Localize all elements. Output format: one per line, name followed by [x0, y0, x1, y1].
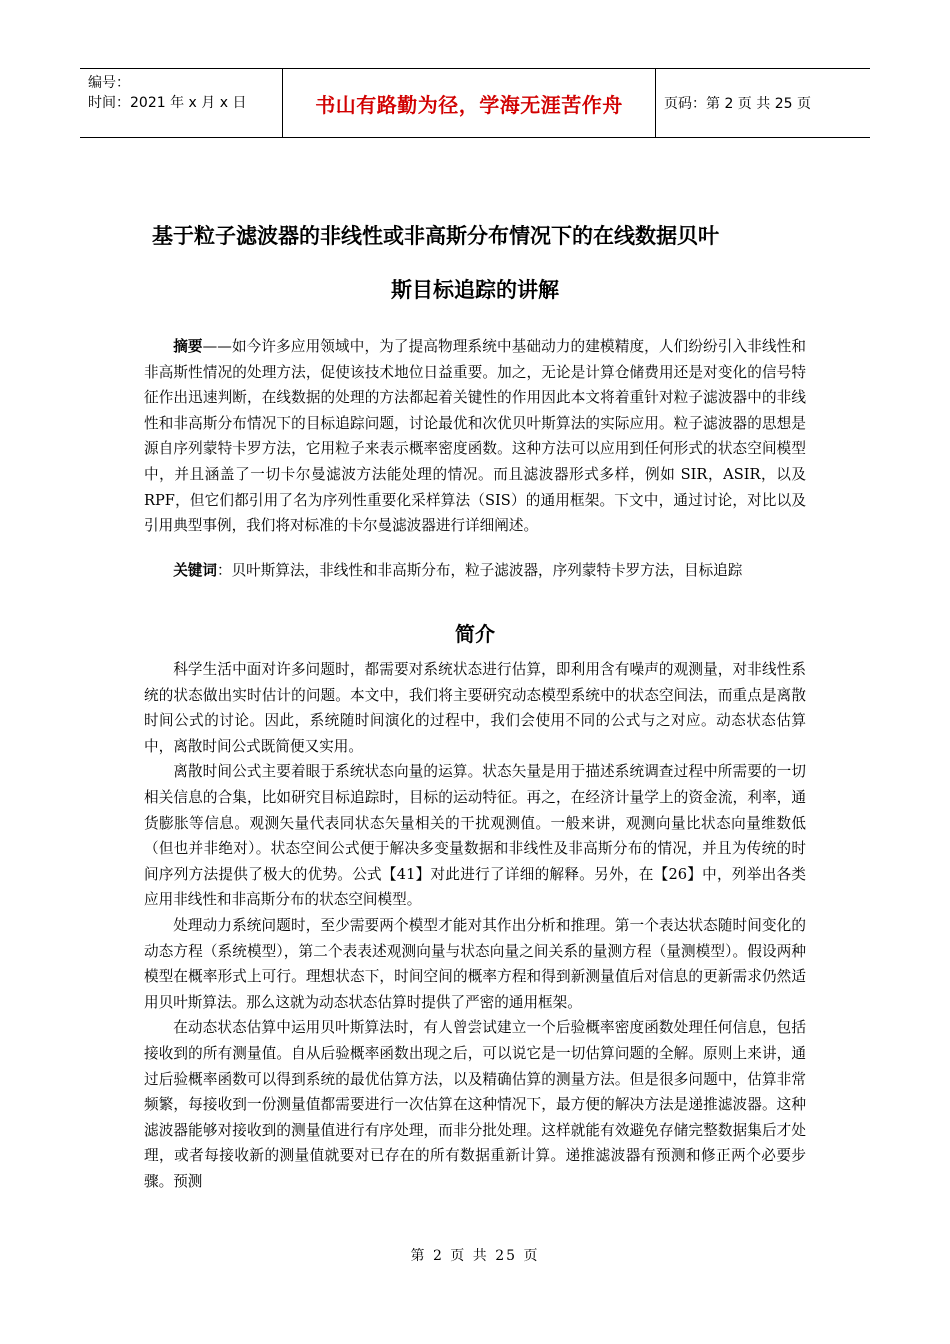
keywords-section — [144, 558, 806, 584]
abstract-label: 摘要 — [173, 338, 203, 355]
header-motto: 书山有路勤为径，学海无涯苦作舟 — [282, 69, 656, 137]
intro-paragraph-4: 在动态状态估算中运用贝叶斯算法时，有人曾尝试建立一个后验概率密度函数处理任何信息，包括接收到的所有测量值。自从后验概率函数出现之后，可以说它是一切估算问题的全解。原则上来讲，通过后验概率函数可以得到系统的最优估算方法，以及精确估算的测量方法。但是很多问题中，估算非常频繁，每接收到一份测量值都需要进行一次估算在这种情况下，最方便的解决方法是递推滤波器。这种滤波器能够对接收到的测量值进行有序处理，而非分批处理。这样就能有效避免存储完整数据集后才处理，或者每接收新的测量值就要对已存在的所有数据重新计算。递推滤波器有预测和修正两个必要步骤。预测 — [144, 1019, 806, 1190]
document-date-label: 时间：2021 年 x 月 x 日 — [88, 95, 247, 111]
intro-paragraph-1: 科学生活中面对许多问题时，都需要对系统状态进行估算，即利用含有噪声的观测量，对非线性系统的状态做出实时估计的问题。本文中，我们将主要研究动态模型系统中的状态空间法，而重点是离散时间公式的讨论。因此，系统随时间演化的过程中，我们会使用不同的公式与之对应。动态状态估算中，离散时间公式既简便又实用。 — [144, 661, 806, 755]
header-table — [80, 68, 870, 138]
intro-section — [144, 657, 806, 1194]
abstract-paragraph — [144, 334, 806, 539]
page-footer: 第 2 页 共 25 页 — [410, 1248, 540, 1264]
title-line-1: 基于粒子滤波器的非线性或非高斯分布情况下的在线数据贝叶 — [152, 224, 719, 248]
intro-heading: 简介 — [455, 622, 495, 646]
document-title — [140, 216, 810, 310]
title-line-2: 斯目标追踪的讲解 — [391, 278, 559, 302]
header-page-info: 页码：第 2 页 共 25 页 — [664, 96, 811, 112]
document-number-label: 编号： — [88, 75, 130, 91]
keywords-text: ：贝叶斯算法，非线性和非高斯分布，粒子滤波器，序列蒙特卡罗方法，目标追踪 — [216, 562, 743, 579]
header-meta-cell — [80, 69, 282, 137]
keywords-label: 关键词 — [173, 562, 217, 579]
abstract-text: ——如今许多应用领域中，为了提高物理系统中基础动力的建模精度，人们纷纷引入非线性和非高斯性情况的处理方法，促使该技术地位日益重要。加之，无论是计算仓储费用还是对变化的信号特征作出迅速判断，在线数据的处理的方法都起着关键性的作用因此本文将着重针对粒子滤波器中的非线性和非高斯分布情况下的目标追踪问题，讨论最优和次优贝叶斯算法的实际应用。粒子滤波器的思想是源自序列蒙特卡罗方法，它用粒子来表示概率密度函数。这种方法可以应用到任何形式的状态空间模型中，并且涵盖了一切卡尔曼滤波方法能处理的情况。而且滤波器形式多样，例如 SIR，ASIR，以及 RPF，但它们都引用了名为序列性重要化采样算法（SIS）的通用框架。下文中，通过讨论，对比以及引用典型事例，我们将对标准的卡尔曼滤波器进行详细阐述。 — [144, 338, 806, 535]
keywords-paragraph — [144, 558, 806, 584]
abstract-section — [144, 334, 806, 539]
intro-paragraph-2: 离散时间公式主要着眼于系统状态向量的运算。状态矢量是用于描述系统调查过程中所需要的一切相关信息的合集，比如研究目标追踪时，目标的运动特征。再之，在经济计量学上的资金流，利率，通货膨胀等信息。观测矢量代表同状态矢量相关的干扰观测值。一般来讲，观测向量比状态向量维数低（但也并非绝对）。状态空间公式便于解决多变量数据和非线性及非高斯分布的情况，并且为传统的时间序列方法提供了极大的优势。公式【41】对此进行了详细的解释。另外，在【26】中，列举出各类应用非线性和非高斯分布的状态空间模型。 — [144, 763, 806, 909]
intro-paragraph-3: 处理动力系统问题时，至少需要两个模型才能对其作出分析和推理。第一个表达状态随时间变化的动态方程（系统模型），第二个表表述观测向量与状态向量之间关系的量测方程（量测模型）。假设两种模型在概率形式上可行。理想状态下，时间空间的概率方程和得到新测量值后对信息的更新需求仍然适用贝叶斯算法。那么这就为动态状态估算时提供了严密的通用框架。 — [144, 916, 806, 1011]
